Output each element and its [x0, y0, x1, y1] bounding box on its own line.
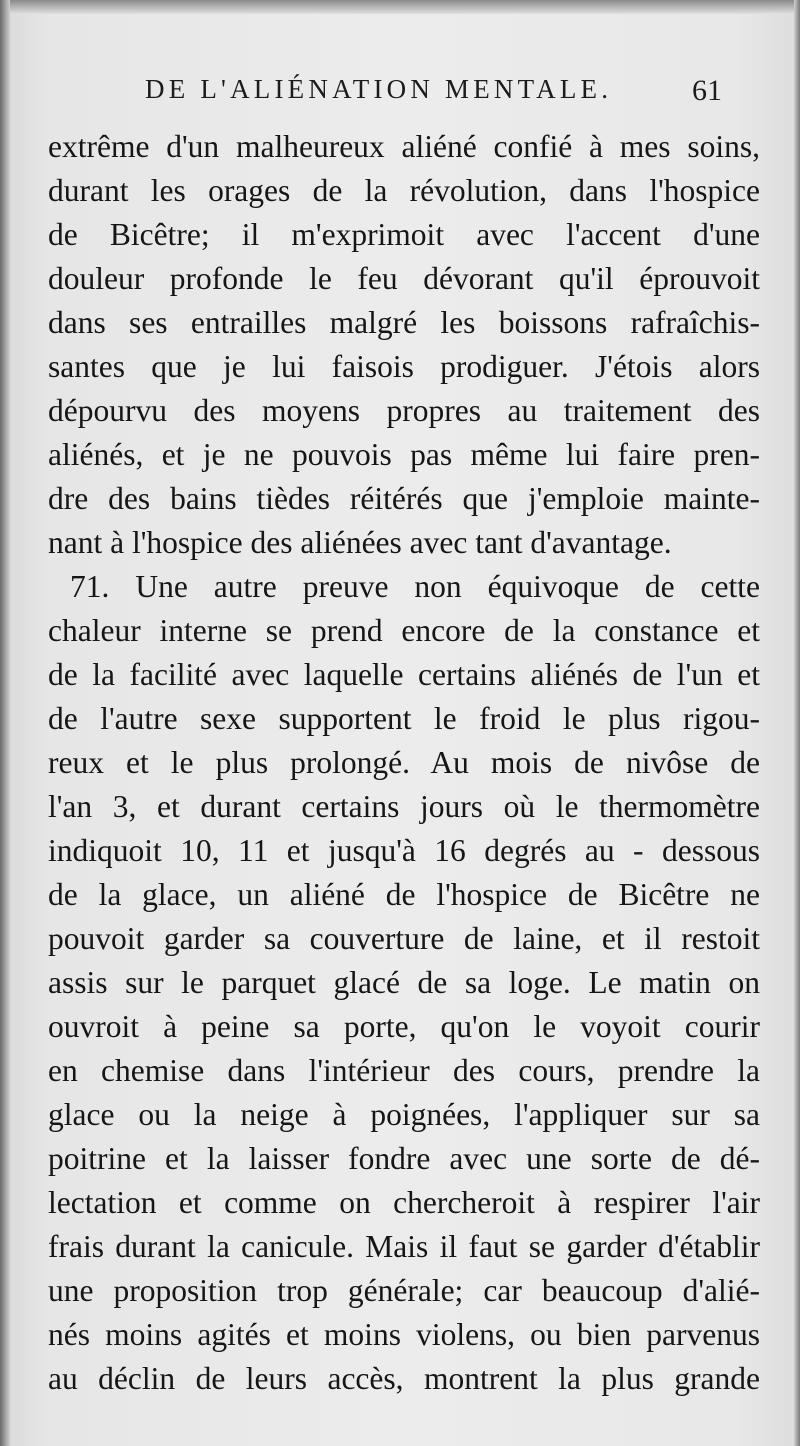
text-line: santes que je lui faisois prodiguer. J'étois alors [48, 349, 760, 384]
text-line: aliénés, et je ne pouvois pas même lui faire pren- [48, 437, 760, 472]
text-line: dre des bains tièdes réitérés que j'emploie mainte- [48, 481, 760, 516]
page-edge-left [0, 0, 10, 1446]
text-line: de la facilité avec laquelle certains aliénés de l'un et [48, 657, 760, 692]
text-line: une proposition trop générale; car beaucoup d'alié- [48, 1273, 760, 1308]
text-line: chaleur interne se prend encore de la constance et [48, 613, 760, 648]
text-line: lectation et comme on chercheroit à respirer l'air [48, 1185, 760, 1220]
text-line: en chemise dans l'intérieur des cours, prendre la [48, 1053, 760, 1088]
text-line: durant les orages de la révolution, dans l'hospice [48, 173, 760, 208]
text-line: pouvoit garder sa couverture de laine, et il restoit [48, 921, 760, 956]
text-line: poitrine et la laisser fondre avec une sorte de dé- [48, 1141, 760, 1176]
page-edge-right [794, 0, 800, 1446]
text-line: au déclin de leurs accès, montrent la plus grande [48, 1361, 760, 1396]
text-line: nant à l'hospice des aliénées avec tant d'avantage. [48, 525, 672, 560]
body-text [48, 125, 760, 1401]
page-header [0, 74, 800, 114]
text-line: l'an 3, et durant certains jours où le thermomètre [48, 789, 760, 824]
running-title: DE L'ALIÉNATION MENTALE. [145, 74, 613, 104]
text-line: dans ses entrailles malgré les boissons rafraîchis- [48, 305, 760, 340]
text-line: indiquoit 10, 11 et jusqu'à 16 degrés au - dessous [48, 833, 760, 868]
text-line-paragraph-start: 71. Une autre preuve non équivoque de cette [70, 569, 760, 604]
text-line: dépourvu des moyens propres au traitement des [48, 393, 760, 428]
text-line: de Bicêtre; il m'exprimoit avec l'accent d'une [48, 217, 760, 252]
text-line: glace ou la neige à poignées, l'appliquer sur sa [48, 1097, 760, 1132]
text-line: frais durant la canicule. Mais il faut se garder d'établir [48, 1229, 760, 1264]
text-line: reux et le plus prolongé. Au mois de nivôse de [48, 745, 760, 780]
text-line: de la glace, un aliéné de l'hospice de Bicêtre ne [48, 877, 760, 912]
text-line: ouvroit à peine sa porte, qu'on le voyoit courir [48, 1009, 760, 1044]
text-line: assis sur le parquet glacé de sa loge. Le matin on [48, 965, 760, 1000]
text-line: nés moins agités et moins violens, ou bien parvenus [48, 1317, 760, 1352]
page-number: 61 [692, 74, 722, 107]
page-edge-top [0, 0, 800, 14]
text-line: de l'autre sexe supportent le froid le plus rigou- [48, 701, 760, 736]
text-line: douleur profonde le feu dévorant qu'il éprouvoit [48, 261, 760, 296]
text-line: extrême d'un malheureux aliéné confié à mes soins, [48, 129, 760, 164]
